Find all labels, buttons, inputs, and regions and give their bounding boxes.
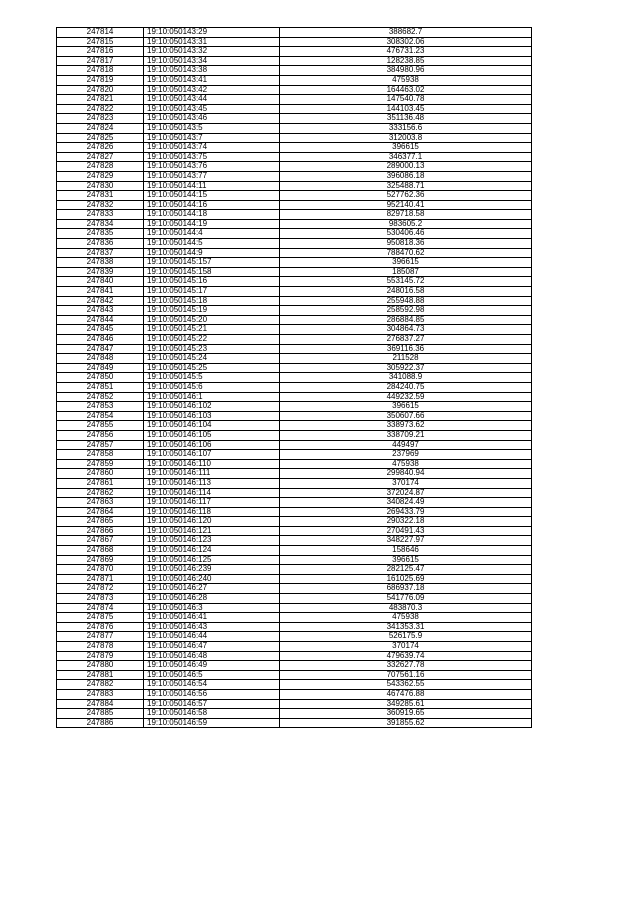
cadastral-number-cell: 19:10:050146:56 [144, 689, 280, 699]
row-id-cell: 247849 [57, 363, 144, 373]
value-cell: 258592.98 [280, 306, 532, 316]
table-row [57, 469, 532, 479]
value-cell: 341353.31 [280, 622, 532, 632]
cadastral-number-cell: 19:10:050146:103 [144, 411, 280, 421]
row-id-cell: 247864 [57, 507, 144, 517]
cadastral-number-cell: 19:10:050146:111 [144, 469, 280, 479]
table-row [57, 373, 532, 383]
value-cell: 467476.88 [280, 689, 532, 699]
value-cell: 707561.16 [280, 670, 532, 680]
table-row [57, 584, 532, 594]
row-id-cell: 247823 [57, 114, 144, 124]
row-id-cell: 247843 [57, 306, 144, 316]
table-row [57, 210, 532, 220]
value-cell: 312003.8 [280, 133, 532, 143]
value-cell: 541776.09 [280, 594, 532, 604]
row-id-cell: 247847 [57, 344, 144, 354]
value-cell: 543362.55 [280, 680, 532, 690]
value-cell: 829718.58 [280, 210, 532, 220]
row-id-cell: 247886 [57, 718, 144, 728]
value-cell: 248016.58 [280, 287, 532, 297]
value-cell: 475938 [280, 459, 532, 469]
row-id-cell: 247846 [57, 335, 144, 345]
cadastral-number-cell: 19:10:050143:44 [144, 95, 280, 105]
cadastral-number-cell: 19:10:050146:54 [144, 680, 280, 690]
cadastral-number-cell: 19:10:050145:5 [144, 373, 280, 383]
row-id-cell: 247829 [57, 171, 144, 181]
value-cell: 185087 [280, 267, 532, 277]
row-id-cell: 247858 [57, 450, 144, 460]
cadastral-number-cell: 19:10:050144:18 [144, 210, 280, 220]
value-cell: 289000.13 [280, 162, 532, 172]
table-row [57, 85, 532, 95]
row-id-cell: 247827 [57, 152, 144, 162]
value-cell: 396086.18 [280, 171, 532, 181]
table-row [57, 689, 532, 699]
table-row [57, 613, 532, 623]
table-row [57, 114, 532, 124]
row-id-cell: 247882 [57, 680, 144, 690]
row-id-cell: 247874 [57, 603, 144, 613]
table-row [57, 104, 532, 114]
cadastral-number-cell: 19:10:050145:157 [144, 258, 280, 268]
table-row [57, 143, 532, 153]
cadastral-number-cell: 19:10:050146:123 [144, 536, 280, 546]
value-cell: 158646 [280, 546, 532, 556]
row-id-cell: 247877 [57, 632, 144, 642]
row-id-cell: 247844 [57, 315, 144, 325]
value-cell: 369116.36 [280, 344, 532, 354]
value-cell: 983605.2 [280, 219, 532, 229]
table-row [57, 421, 532, 431]
value-cell: 475938 [280, 75, 532, 85]
row-id-cell: 247857 [57, 440, 144, 450]
row-id-cell: 247837 [57, 248, 144, 258]
value-cell: 530406.46 [280, 229, 532, 239]
row-id-cell: 247814 [57, 28, 144, 38]
value-cell: 526175.9 [280, 632, 532, 642]
table-row [57, 133, 532, 143]
table-row [57, 56, 532, 66]
row-id-cell: 247824 [57, 123, 144, 133]
value-cell: 476731.23 [280, 47, 532, 57]
table-row [57, 430, 532, 440]
cadastral-number-cell: 19:10:050144:9 [144, 248, 280, 258]
row-id-cell: 247884 [57, 699, 144, 709]
cadastral-number-cell: 19:10:050146:59 [144, 718, 280, 728]
value-cell: 270491.43 [280, 526, 532, 536]
value-cell: 391855.62 [280, 718, 532, 728]
cadastral-number-cell: 19:10:050144:16 [144, 200, 280, 210]
row-id-cell: 247881 [57, 670, 144, 680]
row-id-cell: 247828 [57, 162, 144, 172]
cadastral-number-cell: 19:10:050143:42 [144, 85, 280, 95]
value-cell: 396615 [280, 143, 532, 153]
table-row [57, 325, 532, 335]
cadastral-number-cell: 19:10:050146:125 [144, 555, 280, 565]
table-row [57, 382, 532, 392]
value-cell: 269433.79 [280, 507, 532, 517]
value-cell: 164463.02 [280, 85, 532, 95]
cadastral-number-cell: 19:10:050144:19 [144, 219, 280, 229]
cadastral-number-cell: 19:10:050143:7 [144, 133, 280, 143]
row-id-cell: 247819 [57, 75, 144, 85]
row-id-cell: 247830 [57, 181, 144, 191]
value-cell: 128238.85 [280, 56, 532, 66]
table-row [57, 709, 532, 719]
row-id-cell: 247868 [57, 546, 144, 556]
value-cell: 388682.7 [280, 28, 532, 38]
cadastral-number-cell: 19:10:050146:240 [144, 574, 280, 584]
table-row [57, 594, 532, 604]
row-id-cell: 247871 [57, 574, 144, 584]
table-body [57, 28, 532, 728]
cadastral-number-cell: 19:10:050143:34 [144, 56, 280, 66]
value-cell: 325488.71 [280, 181, 532, 191]
value-cell: 372024.87 [280, 488, 532, 498]
value-cell: 350607.66 [280, 411, 532, 421]
row-id-cell: 247815 [57, 37, 144, 47]
table-row [57, 517, 532, 527]
cadastral-number-cell: 19:10:050143:77 [144, 171, 280, 181]
value-cell: 144103.45 [280, 104, 532, 114]
cadastral-number-cell: 19:10:050143:76 [144, 162, 280, 172]
table-row [57, 363, 532, 373]
cadastral-number-cell: 19:10:050146:44 [144, 632, 280, 642]
row-id-cell: 247861 [57, 478, 144, 488]
row-id-cell: 247850 [57, 373, 144, 383]
value-cell: 290322.18 [280, 517, 532, 527]
cadastral-number-cell: 19:10:050146:5 [144, 670, 280, 680]
table-row [57, 718, 532, 728]
table-row [57, 622, 532, 632]
row-id-cell: 247834 [57, 219, 144, 229]
cadastral-number-cell: 19:10:050144:4 [144, 229, 280, 239]
cadastral-number-cell: 19:10:050145:158 [144, 267, 280, 277]
cadastral-number-cell: 19:10:050143:29 [144, 28, 280, 38]
row-id-cell: 247885 [57, 709, 144, 719]
cadastral-number-cell: 19:10:050146:102 [144, 402, 280, 412]
cadastral-number-cell: 19:10:050145:24 [144, 354, 280, 364]
value-cell: 396615 [280, 555, 532, 565]
cadastral-number-cell: 19:10:050146:3 [144, 603, 280, 613]
table-row [57, 200, 532, 210]
row-id-cell: 247879 [57, 651, 144, 661]
cadastral-number-cell: 19:10:050146:47 [144, 642, 280, 652]
table-row [57, 171, 532, 181]
row-id-cell: 247869 [57, 555, 144, 565]
value-cell: 950818.36 [280, 239, 532, 249]
cadastral-number-cell: 19:10:050145:25 [144, 363, 280, 373]
table-row [57, 162, 532, 172]
value-cell: 384980.96 [280, 66, 532, 76]
table-row [57, 574, 532, 584]
value-cell: 305922.37 [280, 363, 532, 373]
cadastral-number-cell: 19:10:050143:32 [144, 47, 280, 57]
value-cell: 788470.62 [280, 248, 532, 258]
cadastral-number-cell: 19:10:050146:107 [144, 450, 280, 460]
row-id-cell: 247865 [57, 517, 144, 527]
table-row [57, 47, 532, 57]
value-cell: 527762.36 [280, 191, 532, 201]
row-id-cell: 247825 [57, 133, 144, 143]
row-id-cell: 247842 [57, 296, 144, 306]
table-row [57, 335, 532, 345]
cadastral-number-cell: 19:10:050146:117 [144, 498, 280, 508]
cadastral-number-cell: 19:10:050143:31 [144, 37, 280, 47]
cadastral-number-cell: 19:10:050146:239 [144, 565, 280, 575]
cadastral-number-cell: 19:10:050146:110 [144, 459, 280, 469]
row-id-cell: 247821 [57, 95, 144, 105]
cadastral-number-cell: 19:10:050146:121 [144, 526, 280, 536]
value-cell: 161025.69 [280, 574, 532, 584]
value-cell: 370174 [280, 642, 532, 652]
row-id-cell: 247848 [57, 354, 144, 364]
value-cell: 284240.75 [280, 382, 532, 392]
table-row [57, 123, 532, 133]
table-row [57, 555, 532, 565]
value-cell: 299840.94 [280, 469, 532, 479]
cadastral-number-cell: 19:10:050145:16 [144, 277, 280, 287]
table-row [57, 219, 532, 229]
cadastral-number-cell: 19:10:050144:11 [144, 181, 280, 191]
table-row [57, 478, 532, 488]
row-id-cell: 247835 [57, 229, 144, 239]
value-cell: 360919.65 [280, 709, 532, 719]
row-id-cell: 247856 [57, 430, 144, 440]
value-cell: 147540.78 [280, 95, 532, 105]
row-id-cell: 247838 [57, 258, 144, 268]
cadastral-number-cell: 19:10:050145:22 [144, 335, 280, 345]
row-id-cell: 247867 [57, 536, 144, 546]
table-row [57, 315, 532, 325]
table-row [57, 95, 532, 105]
table-row [57, 411, 532, 421]
value-cell: 952140.41 [280, 200, 532, 210]
table-row [57, 402, 532, 412]
cadastral-number-cell: 19:10:050145:19 [144, 306, 280, 316]
value-cell: 340824.49 [280, 498, 532, 508]
table-row [57, 699, 532, 709]
cadastral-number-cell: 19:10:050146:28 [144, 594, 280, 604]
cadastral-number-cell: 19:10:050143:75 [144, 152, 280, 162]
cadastral-number-cell: 19:10:050144:15 [144, 191, 280, 201]
row-id-cell: 247845 [57, 325, 144, 335]
value-cell: 333156.6 [280, 123, 532, 133]
table-row [57, 277, 532, 287]
value-cell: 304864.73 [280, 325, 532, 335]
cadastral-number-cell: 19:10:050146:113 [144, 478, 280, 488]
row-id-cell: 247870 [57, 565, 144, 575]
cadastral-number-cell: 19:10:050145:6 [144, 382, 280, 392]
row-id-cell: 247817 [57, 56, 144, 66]
table-row [57, 670, 532, 680]
row-id-cell: 247873 [57, 594, 144, 604]
cadastral-number-cell: 19:10:050145:18 [144, 296, 280, 306]
table-row [57, 191, 532, 201]
cadastral-number-cell: 19:10:050146:105 [144, 430, 280, 440]
cadastral-number-cell: 19:10:050146:57 [144, 699, 280, 709]
value-cell: 338709.21 [280, 430, 532, 440]
table-row [57, 75, 532, 85]
table-row [57, 498, 532, 508]
table-row [57, 459, 532, 469]
cadastral-number-cell: 19:10:050143:46 [144, 114, 280, 124]
cadastral-number-cell: 19:10:050146:1 [144, 392, 280, 402]
table-row [57, 239, 532, 249]
table-row [57, 287, 532, 297]
row-id-cell: 247832 [57, 200, 144, 210]
table-row [57, 642, 532, 652]
value-cell: 255948.88 [280, 296, 532, 306]
cadastral-number-cell: 19:10:050143:5 [144, 123, 280, 133]
row-id-cell: 247818 [57, 66, 144, 76]
cadastral-number-cell: 19:10:050145:21 [144, 325, 280, 335]
row-id-cell: 247820 [57, 85, 144, 95]
cadastral-number-cell: 19:10:050146:118 [144, 507, 280, 517]
value-cell: 211528 [280, 354, 532, 364]
table-row [57, 440, 532, 450]
value-cell: 483870.3 [280, 603, 532, 613]
row-id-cell: 247866 [57, 526, 144, 536]
value-cell: 475938 [280, 613, 532, 623]
value-cell: 396615 [280, 402, 532, 412]
table-row [57, 507, 532, 517]
value-cell: 346377.1 [280, 152, 532, 162]
value-cell: 332627.78 [280, 661, 532, 671]
row-id-cell: 247840 [57, 277, 144, 287]
value-cell: 286884.85 [280, 315, 532, 325]
row-id-cell: 247863 [57, 498, 144, 508]
row-id-cell: 247841 [57, 287, 144, 297]
row-id-cell: 247839 [57, 267, 144, 277]
value-cell: 553145.72 [280, 277, 532, 287]
table-row [57, 632, 532, 642]
row-id-cell: 247852 [57, 392, 144, 402]
value-cell: 479639.74 [280, 651, 532, 661]
table-row [57, 229, 532, 239]
cadastral-number-cell: 19:10:050144:5 [144, 239, 280, 249]
value-cell: 341088.9 [280, 373, 532, 383]
value-cell: 351136.48 [280, 114, 532, 124]
cadastral-number-cell: 19:10:050146:49 [144, 661, 280, 671]
cadastral-number-cell: 19:10:050146:48 [144, 651, 280, 661]
cadastral-number-cell: 19:10:050146:106 [144, 440, 280, 450]
row-id-cell: 247816 [57, 47, 144, 57]
cadastral-number-cell: 19:10:050145:23 [144, 344, 280, 354]
table-row [57, 258, 532, 268]
table-row [57, 392, 532, 402]
row-id-cell: 247880 [57, 661, 144, 671]
cadastral-number-cell: 19:10:050143:45 [144, 104, 280, 114]
value-cell: 396615 [280, 258, 532, 268]
row-id-cell: 247875 [57, 613, 144, 623]
row-id-cell: 247836 [57, 239, 144, 249]
cadastral-number-cell: 19:10:050146:120 [144, 517, 280, 527]
row-id-cell: 247878 [57, 642, 144, 652]
row-id-cell: 247853 [57, 402, 144, 412]
cadastral-number-cell: 19:10:050146:27 [144, 584, 280, 594]
row-id-cell: 247872 [57, 584, 144, 594]
table-row [57, 680, 532, 690]
table-row [57, 296, 532, 306]
table-row [57, 152, 532, 162]
cadastral-number-cell: 19:10:050146:41 [144, 613, 280, 623]
table-row [57, 354, 532, 364]
data-table [56, 27, 532, 728]
cadastral-number-cell: 19:10:050146:114 [144, 488, 280, 498]
value-cell: 276837.27 [280, 335, 532, 345]
cadastral-number-cell: 19:10:050143:38 [144, 66, 280, 76]
cadastral-number-cell: 19:10:050143:74 [144, 143, 280, 153]
cadastral-number-cell: 19:10:050146:124 [144, 546, 280, 556]
row-id-cell: 247862 [57, 488, 144, 498]
value-cell: 449497 [280, 440, 532, 450]
table-row [57, 306, 532, 316]
row-id-cell: 247855 [57, 421, 144, 431]
row-id-cell: 247860 [57, 469, 144, 479]
table-row [57, 603, 532, 613]
value-cell: 449232.59 [280, 392, 532, 402]
table-row [57, 651, 532, 661]
value-cell: 370174 [280, 478, 532, 488]
row-id-cell: 247826 [57, 143, 144, 153]
table-row [57, 661, 532, 671]
cadastral-number-cell: 19:10:050143:41 [144, 75, 280, 85]
row-id-cell: 247833 [57, 210, 144, 220]
row-id-cell: 247859 [57, 459, 144, 469]
table-row [57, 526, 532, 536]
table-row [57, 248, 532, 258]
value-cell: 308302.06 [280, 37, 532, 47]
value-cell: 349285.61 [280, 699, 532, 709]
row-id-cell: 247831 [57, 191, 144, 201]
table-row [57, 37, 532, 47]
table-row [57, 488, 532, 498]
row-id-cell: 247822 [57, 104, 144, 114]
cadastral-number-cell: 19:10:050146:104 [144, 421, 280, 431]
value-cell: 282125.47 [280, 565, 532, 575]
value-cell: 237969 [280, 450, 532, 460]
table-row [57, 450, 532, 460]
cadastral-number-cell: 19:10:050145:17 [144, 287, 280, 297]
cadastral-number-cell: 19:10:050145:20 [144, 315, 280, 325]
cadastral-number-cell: 19:10:050146:58 [144, 709, 280, 719]
table-row [57, 536, 532, 546]
row-id-cell: 247876 [57, 622, 144, 632]
value-cell: 338973.62 [280, 421, 532, 431]
row-id-cell: 247854 [57, 411, 144, 421]
table-row [57, 565, 532, 575]
value-cell: 348227.97 [280, 536, 532, 546]
table-row [57, 28, 532, 38]
table-row [57, 344, 532, 354]
table-row [57, 546, 532, 556]
row-id-cell: 247883 [57, 689, 144, 699]
table-row [57, 181, 532, 191]
row-id-cell: 247851 [57, 382, 144, 392]
table-row [57, 267, 532, 277]
cadastral-number-cell: 19:10:050146:43 [144, 622, 280, 632]
table-row [57, 66, 532, 76]
value-cell: 686937.18 [280, 584, 532, 594]
